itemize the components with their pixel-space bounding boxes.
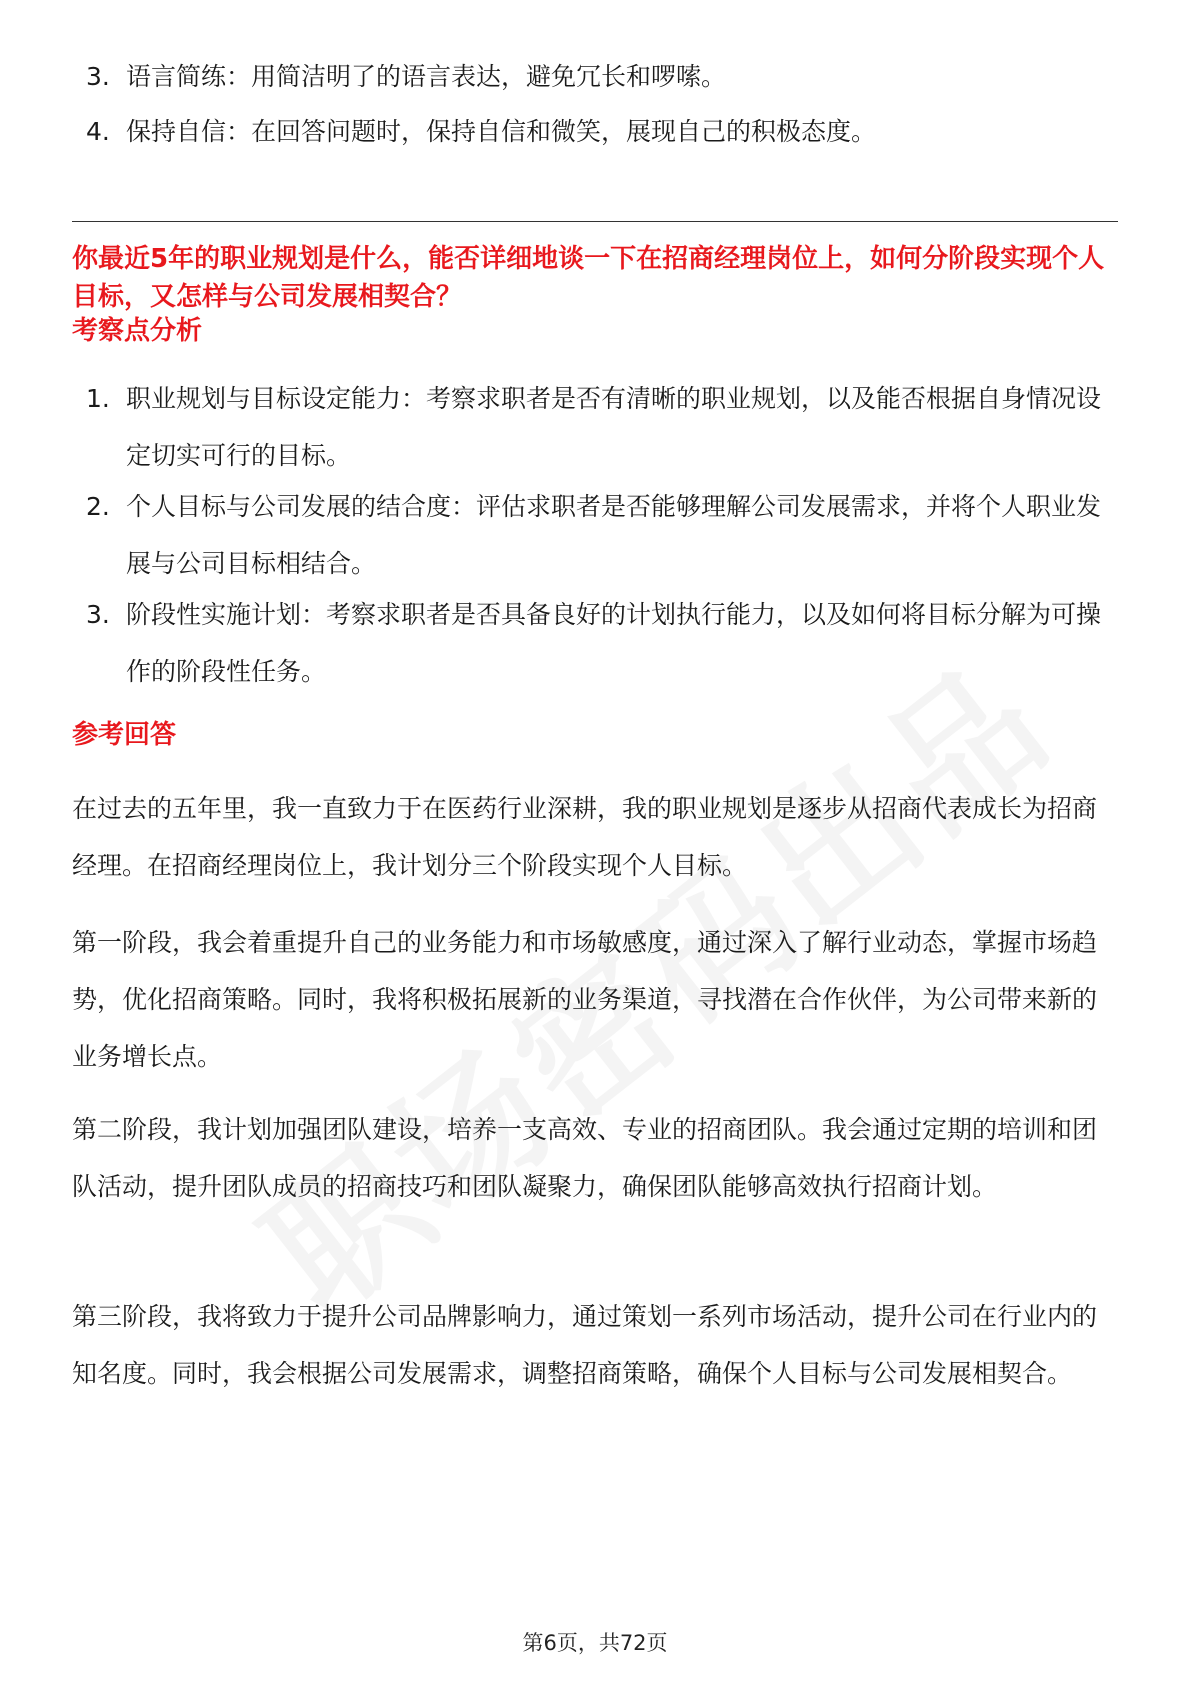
page-number: 第6页，共72页 (522, 1631, 668, 1655)
list-number: 3. (86, 62, 110, 91)
list-item (86, 103, 1116, 160)
list-text: 阶段性实施计划：考察求职者是否具备良好的计划执行能力，以及如何将目标分解为可操作的阶段性任务。 (126, 600, 1102, 686)
list-item (86, 48, 1116, 105)
analysis-item (86, 478, 1116, 592)
list-number: 2. (86, 492, 110, 521)
list-number: 4. (86, 117, 110, 146)
answer-paragraph: 第三阶段，我将致力于提升公司品牌影响力，通过策划一系列市场活动，提升公司在行业内的知名度。同时，我会根据公司发展需求，调整招商策略，确保个人目标与公司发展相契合。 (72, 1302, 1098, 1388)
list-text: 个人目标与公司发展的结合度：评估求职者是否能够理解公司发展需求，并将个人职业发展与公司目标相结合。 (126, 492, 1102, 578)
list-text: 职业规划与目标设定能力：考察求职者是否有清晰的职业规划，以及能否根据自身情况设定切实可行的目标。 (126, 384, 1102, 470)
section-divider (72, 221, 1118, 222)
analysis-heading: 考察点分析 (72, 316, 203, 346)
answer-paragraph: 第二阶段，我计划加强团队建设，培养一支高效、专业的招商团队。我会通过定期的培训和团队活动，提升团队成员的招商技巧和团队凝聚力，确保团队能够高效执行招商计划。 (72, 1115, 1098, 1201)
list-number: 3. (86, 600, 110, 629)
list-text: 保持自信：在回答问题时，保持自信和微笑，展现自己的积极态度。 (126, 117, 877, 146)
answer-paragraph: 在过去的五年里，我一直致力于在医药行业深耕，我的职业规划是逐步从招商代表成长为招商经理。在招商经理岗位上，我计划分三个阶段实现个人目标。 (72, 794, 1098, 880)
analysis-item (86, 370, 1116, 484)
list-text: 语言简练：用简洁明了的语言表达，避免冗长和啰嗦。 (126, 62, 727, 91)
list-number: 1. (86, 384, 110, 413)
question-heading: 你最近5年的职业规划是什么，能否详细地谈一下在招商经理岗位上，如何分阶段实现个人目标，又怎样与公司发展相契合？ (72, 244, 1105, 312)
analysis-item (86, 586, 1116, 700)
answer-paragraph: 第一阶段，我会着重提升自己的业务能力和市场敏感度，通过深入了解行业动态，掌握市场趋势，优化招商策略。同时，我将积极拓展新的业务渠道，寻找潜在合作伙伴，为公司带来新的业务增长点。 (72, 928, 1098, 1071)
answer-heading: 参考回答 (72, 720, 177, 750)
